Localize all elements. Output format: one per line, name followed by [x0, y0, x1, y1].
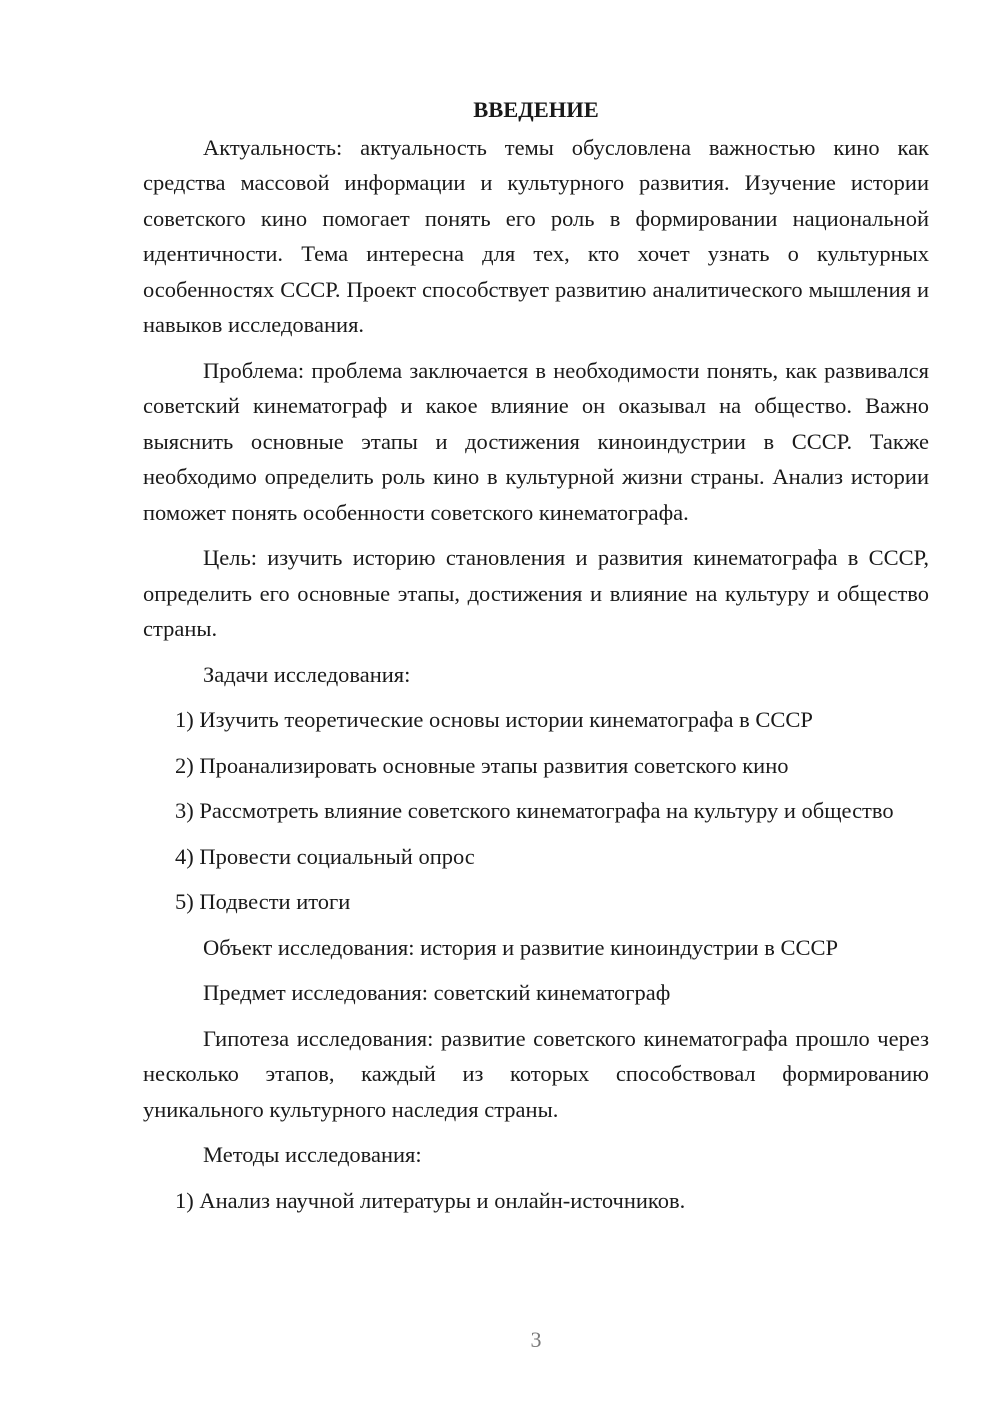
paragraph-goal: Цель: изучить историю становления и развития кинематографа в СССР, определить его основные этапы, достижения и влияние на культуру и общество страны. [143, 545, 929, 641]
section-title: ВВЕДЕНИЕ [473, 97, 599, 122]
task-item: 1) Изучить теоретические основы истории кинематографа в СССР [175, 707, 813, 732]
task-item: 4) Провести социальный опрос [175, 843, 475, 869]
paragraph-subject: Предмет исследования: советский кинематограф [203, 980, 671, 1005]
task-item: 2) Проанализировать основные этапы развития советского кино [175, 752, 789, 778]
task-item: 3) Рассмотреть влияние советского кинематографа на культуру и общество [175, 798, 894, 823]
paragraph-object: Объект исследования: история и развитие киноиндустрии в СССР [203, 934, 838, 960]
tasks-heading: Задачи исследования: [203, 661, 411, 687]
method-item: 1) Анализ научной литературы и онлайн-источников. [175, 1187, 686, 1213]
paragraph-problem: Проблема: проблема заключается в необходимости понять, как развивался советский кинематограф и какое влияние он оказывал на общество. Важно выяснить основные этапы и достижения киноиндустрии в СССР. Также необходимо определить роль кино в культурной жизни страны. Анализ истории поможет понять особенности советского кинематографа. [143, 357, 929, 525]
document-body [143, 92, 929, 1228]
task-item: 5) Подвести итоги [175, 889, 351, 914]
methods-heading: Методы исследования: [203, 1142, 422, 1167]
paragraph-relevance: Актуальность: актуальность темы обусловлена важностью кино как средства массовой информации и культурного развития. Изучение истории советского кино помогает понять его роль в формировании национальной идентичности. Тема интересна для тех, кто хочет узнать о культурных особенностях СССР. Проект способствует развитию аналитического мышления и навыков исследования. [143, 134, 929, 337]
page-number: 3 [530, 1327, 542, 1352]
paragraph-hypothesis: Гипотеза исследования: развитие советского кинематографа прошло через несколько этапов, каждый из которых способствовал формированию уникального культурного наследия страны. [143, 1025, 929, 1122]
